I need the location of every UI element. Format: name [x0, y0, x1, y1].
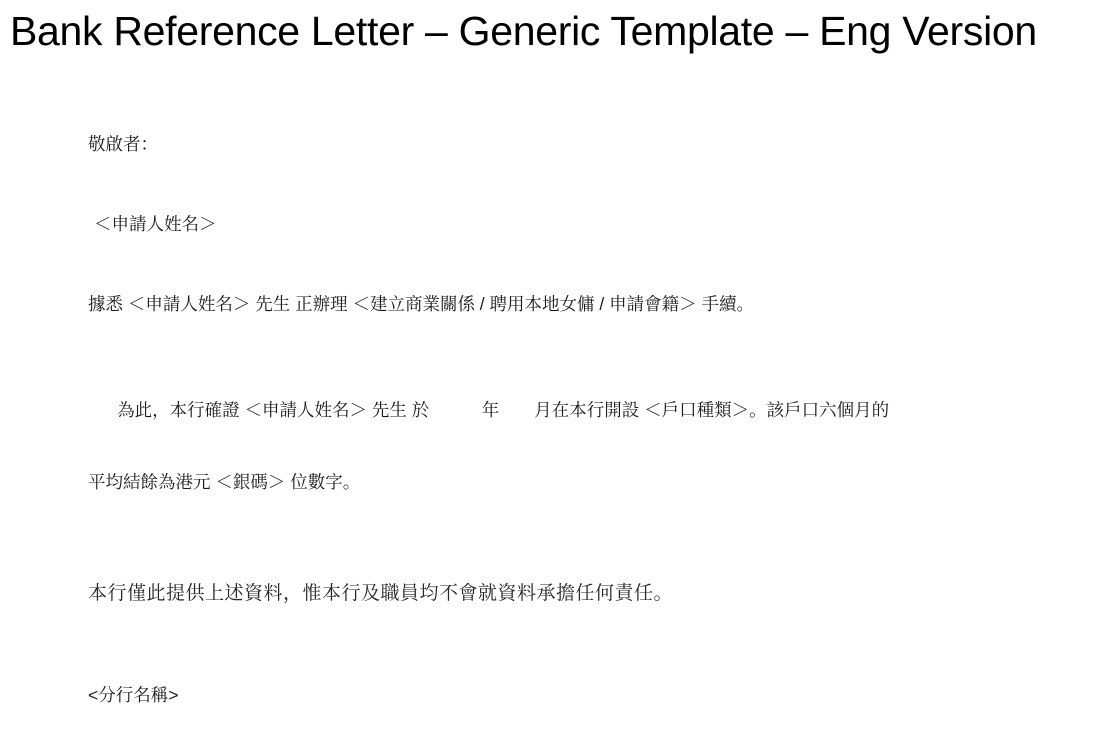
letter-salutation: 敬啟者：: [88, 134, 158, 154]
letter-paragraph-1: 據悉 ＜申請人姓名＞ 先生 正辦理 ＜建立商業關係 / 聘用本地女傭 / 申請會籍＞ 手續。: [88, 294, 754, 314]
letter-body: [88, 130, 1088, 608]
applicant-name-placeholder: ＜申請人姓名＞: [94, 214, 217, 234]
letter-paragraph-2: [88, 368, 1088, 552]
page-title: Bank Reference Letter – Generic Template – Eng Version: [10, 8, 1037, 54]
letter-paragraph-2-line-1: 為此，本行確證 ＜申請人姓名＞ 先生 於 年 月在本行開設 ＜戶口種類＞。該戶口六個月的: [117, 400, 890, 420]
letter-paragraph-2-line-2: 平均結餘為港元 ＜銀碼＞ 位數字。: [88, 472, 361, 492]
branch-name-placeholder: <分行名稱>: [88, 685, 179, 705]
letter-paragraph-3: 本行僅此提供上述資料，惟本行及職員均不會就資料承擔任何責任。: [88, 583, 674, 604]
